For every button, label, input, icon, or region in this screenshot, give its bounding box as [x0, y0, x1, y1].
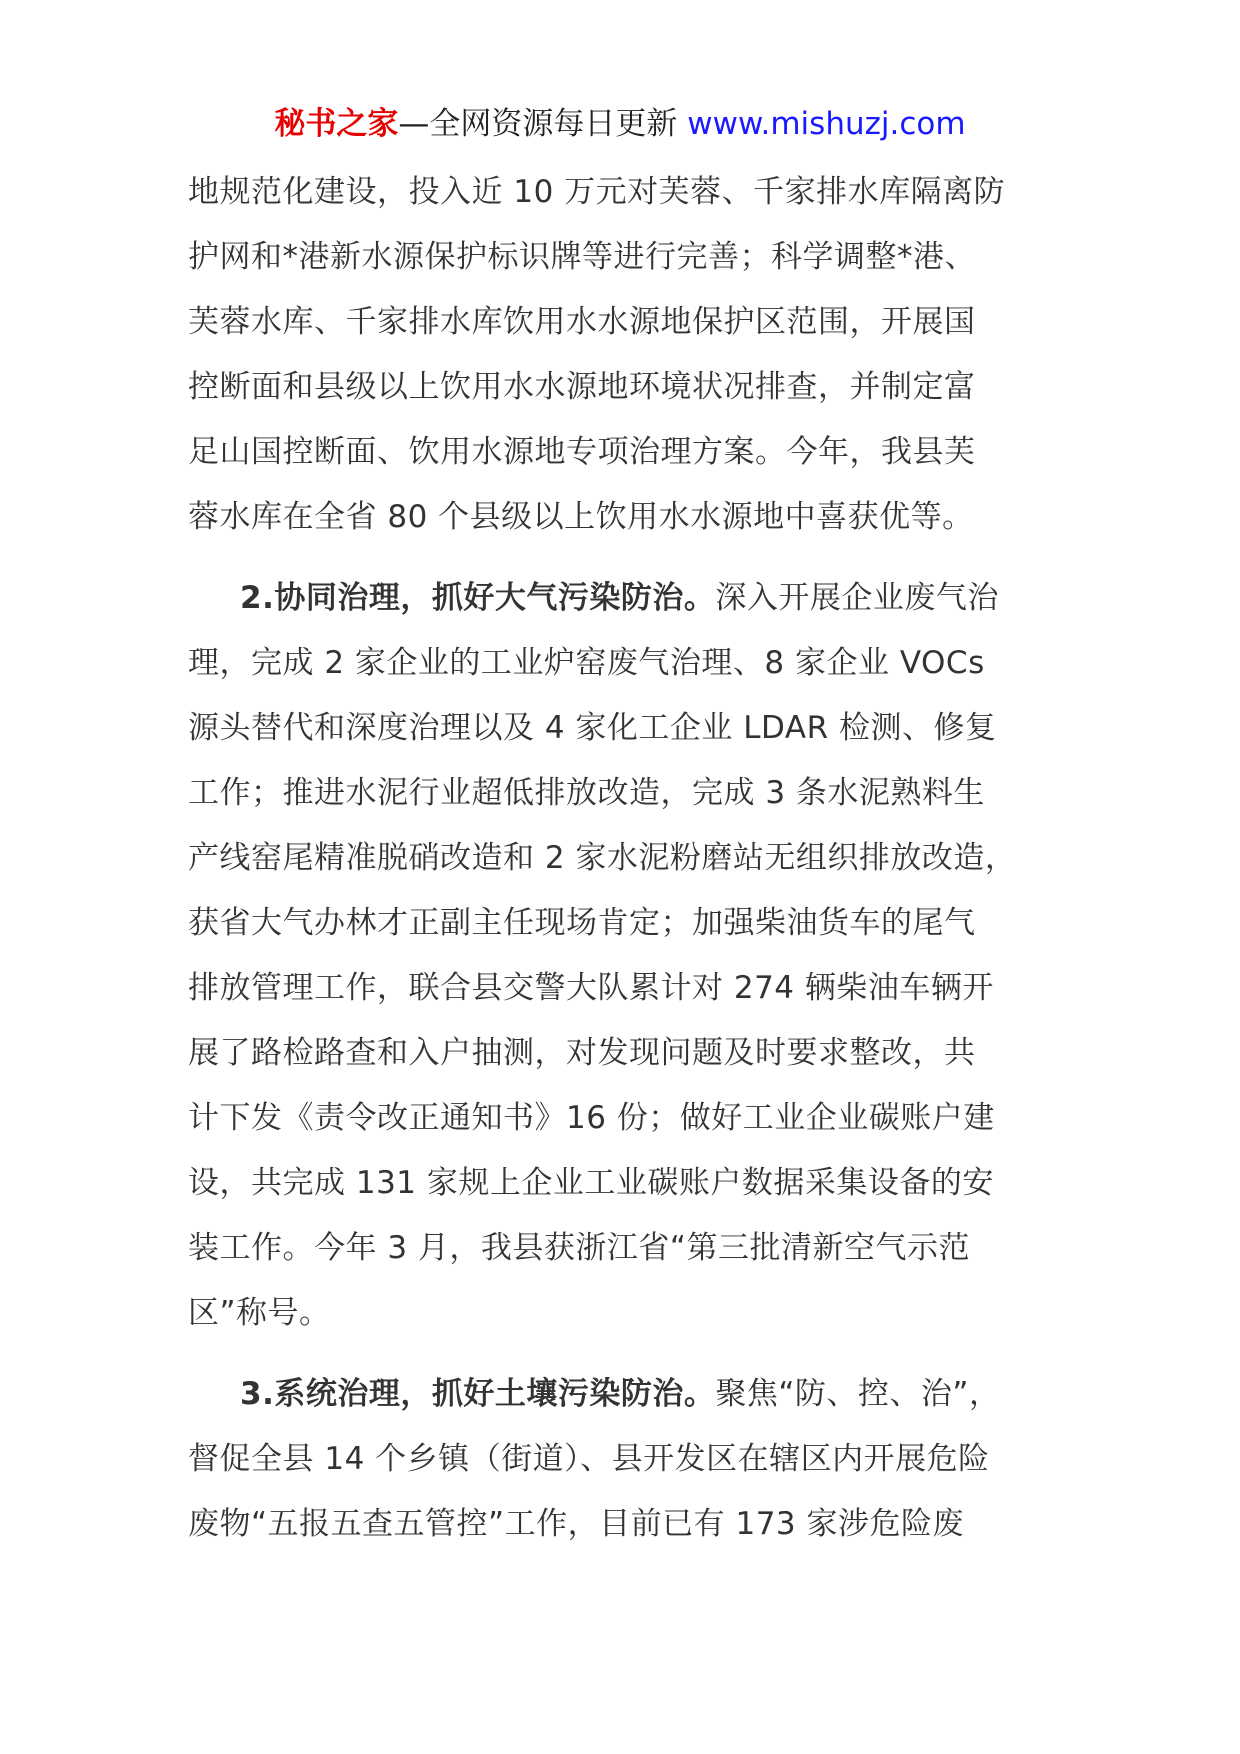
text-line: 排放管理工作，联合县交警大队累计对 274 辆柴油车辆开 [188, 970, 994, 1006]
text-line: 区”称号。 [188, 1295, 331, 1331]
text-line: 理，完成 2 家企业的工业炉窑废气治理、8 家企业 VOCs [188, 645, 985, 681]
text-line: 展了路检路查和入户抽测，对发现问题及时要求整改，共 [188, 1035, 976, 1071]
text-line: 控断面和县级以上饮用水水源地环境状况排查，并制定富 [188, 369, 976, 405]
section-heading: 3.系统治理，抓好土壤污染防治。 [240, 1376, 716, 1412]
text-line: 芙蓉水库、千家排水库饮用水水源地保护区范围，开展国 [188, 304, 976, 340]
site-header [0, 100, 1240, 148]
paragraph-water-source [188, 160, 1078, 550]
text-line: 蓉水库在全省 80 个县级以上饮用水水源地中喜获优等。 [188, 499, 974, 535]
text-line: 护网和*港新水源保护标识牌等进行完善；科学调整*港、 [188, 239, 976, 275]
paragraph-first-line [188, 566, 1078, 631]
text-line: 地规范化建设，投入近 10 万元对芙蓉、千家排水库隔离防 [188, 174, 1006, 210]
text-line: 获省大气办林才正副主任现场肯定；加强柴油货车的尾气 [188, 905, 976, 941]
text-line: 产线窑尾精准脱硝改造和 2 家水泥粉磨站无组织排放改造， [188, 840, 1017, 876]
paragraph-first-line [188, 1362, 1078, 1427]
text-run: 深入开展企业废气治 [715, 580, 999, 616]
text-line: 设，共完成 131 家规上企业工业碳账户数据采集设备的安 [188, 1165, 994, 1201]
text-line: 装工作。今年 3 月，我县获浙江省“第三批清新空气示范 [188, 1230, 970, 1266]
document-body [188, 160, 1078, 1557]
text-line: 废物“五报五查五管控”工作，目前已有 173 家涉危险废 [188, 1506, 964, 1542]
paragraph-air-pollution [188, 566, 1078, 1346]
text-line: 足山国控断面、饮用水源地专项治理方案。今年，我县芙 [188, 434, 976, 470]
site-url[interactable]: www.mishuzj.com [687, 106, 966, 142]
section-heading: 2.协同治理，抓好大气污染防治。 [240, 580, 716, 616]
text-line: 源头替代和深度治理以及 4 家化工企业 LDAR 检测、修复 [188, 710, 997, 746]
paragraph-soil-pollution [188, 1362, 1078, 1557]
text-run: 聚焦“防、控、治”， [715, 1376, 1001, 1412]
text-line: 督促全县 14 个乡镇（街道）、县开发区在辖区内开展危险 [188, 1441, 990, 1477]
text-line: 工作；推进水泥行业超低排放改造，完成 3 条水泥熟料生 [188, 775, 985, 811]
site-tagline: —全网资源每日更新 [398, 106, 678, 142]
text-line: 计下发《责令改正通知书》16 份；做好工业企业碳账户建 [188, 1100, 995, 1136]
site-brand: 秘书之家 [274, 106, 399, 142]
